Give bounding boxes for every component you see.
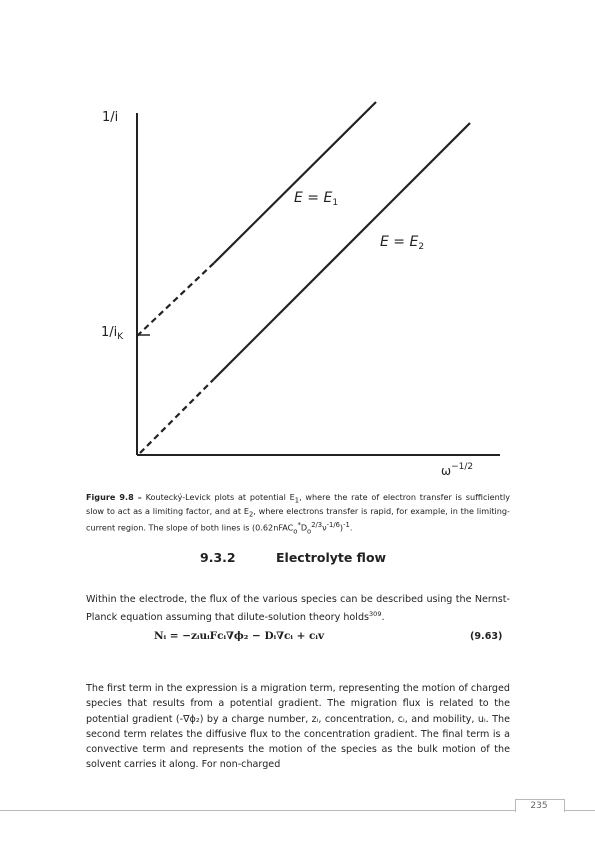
paragraph-flux-terms: The first term in the expression is a migration term, representing the motion of charged species that results from a potential gradient. The migration flux is related to the potential gradient (-∇ϕ₂) by a charge number, zᵢ, concentration, cᵢ, and mobility, uᵢ. The second term relates the diffusive flux to the concentration gradient. The final term is a convective term and represents the motion of the species as the bulk motion of the solvent carries it along. For non-charged [86, 683, 510, 771]
x-axis-label: $\omega^{-1/2}$ [441, 462, 474, 478]
line-e2-dashed [140, 379, 214, 453]
figure-label: Figure 9.8 – [86, 492, 142, 502]
line2-label: $E = E_2$ [380, 234, 425, 252]
section-heading [200, 550, 386, 565]
reference-number: 309 [369, 610, 382, 619]
page-number: 235 [530, 801, 548, 811]
line-e2 [214, 123, 470, 379]
figure-caption: Figure 9.8 – Koutecký-Levick plots at potential $E_1$, where the rate of electron transfer is sufficiently slow to act as a limiting factor, and at $E_2$, where electrons transfer is rapid, for example, in the limiting-current region. The slope of both lines is $(0.62nFAC_o^*D_o^{2/3}\nu^{-1/6})^{-1}$. [86, 492, 510, 536]
section-title: Electrolyte flow [276, 550, 387, 565]
section-number: 9.3.2 [200, 550, 236, 565]
line-e1 [214, 102, 376, 263]
equation-9-63: Nᵢ = −zᵢuᵢFcᵢ∇ϕ₂ − Dᵢ∇cᵢ + cᵢv [154, 630, 325, 642]
line1-label: $E = E_1$ [294, 190, 339, 208]
line-e1-dashed [137, 263, 214, 336]
paragraph-nernst-planck: Within the electrode, the flux of the various species can be described using the Nernst-Planck equation assuming that dilute-solution theory holds$^{309}$. [86, 594, 510, 624]
y-tick-label: $1/i_K$ [101, 325, 124, 342]
footer-rule [0, 810, 595, 811]
equation-number: (9.63) [470, 631, 503, 642]
y-axis-label: 1/i [102, 110, 119, 125]
